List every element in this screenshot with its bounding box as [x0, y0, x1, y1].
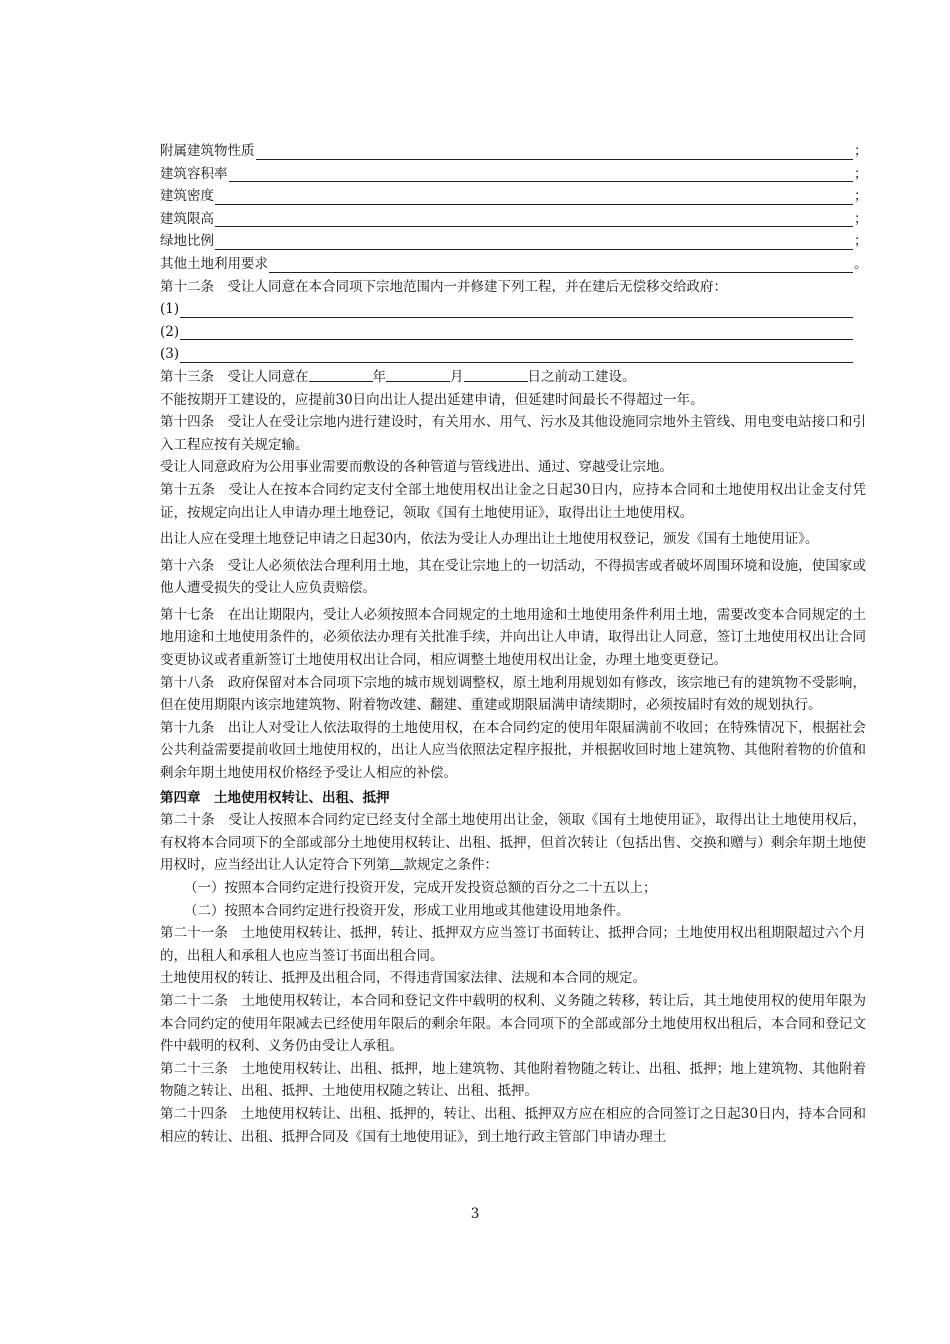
art20-text: 第二十条 受让人按照本合同约定已经支付全部土地使用出让金，领取《国有土地使用证》，取得出让土地使用权后，有权将本合同项下的全部或部分土地使用权转让、出租、抵押，但首次转让（包括出售、交换和赠与）剩余年期土地使用权时，应当经出让人认定符合下列第: [160, 812, 866, 874]
field-end: ；: [854, 165, 868, 182]
field-label: 建筑容积率: [160, 165, 228, 182]
paragraph-law: 土地使用权的转让、抵押及出租合同，不得违背国家法律、法规和本合同的规定。: [160, 970, 646, 987]
field-label: 建筑限高: [160, 210, 214, 227]
field-end: ；: [854, 188, 868, 205]
article-24: 第二十四条 土地使用权转让、出租、抵押的，转让、出租、抵押双方应在相应的合同签订之日起30日内，持本合同和相应的转让、出租、抵押合同及《国有土地使用证》，到土地行政主管部门申请办理土: [160, 1105, 866, 1145]
blank-line: [215, 190, 853, 205]
item-number: (3): [160, 346, 180, 363]
art20-text-end: 款规定之条件：: [403, 857, 498, 874]
page-number: 3: [470, 1206, 480, 1222]
art20-item-1: （一）按照本合同约定进行投资开发，完成开发投资总额的百分之二十五以上；: [184, 880, 657, 896]
day-label: 日之前动工建设。: [527, 368, 636, 385]
page-body: [160, 140, 866, 1148]
blank-line: [180, 348, 853, 363]
blank-line: [180, 303, 853, 318]
fill-line-green-ratio: [160, 230, 866, 253]
field-label: 绿地比例: [160, 233, 214, 250]
art12-item-3: [160, 343, 866, 366]
article-13: [160, 366, 866, 389]
day-blank: [464, 367, 528, 382]
blank-line: [215, 235, 853, 250]
paragraph-delay: 不能按期开工建设的，应提前30日向出让人提出延建申请，但延建时间最长不得超过一年。: [160, 391, 704, 408]
article-18: 第十八条 政府保留对本合同项下宗地的城市规划调整权，原土地利用规划如有修改，该宗地已有的建筑物不受影响，但在使用期限内该宗地建筑物、附着物改建、翻建、重建或期限届满申请续期时，必须按届时有效的规划执行。: [160, 674, 866, 714]
article-15: 第十五条 受让人在按本合同约定支付全部土地使用权出让金之日起30日内，应持本合同和土地使用权出让金支付凭证，按规定向出让人申请办理土地登记，领取《国有土地使用证》，取得出让土地使用权。: [160, 481, 866, 521]
article-12: 第十二条 受让人同意在本合同项下宗地范围内一并修建下列工程，并在建后无偿移交给政府：: [160, 278, 727, 295]
paragraph-register: 出让人应在受理土地登记申请之日起30内，依法为受让人办理出让土地使用权登记，颁发《国有土地使用证》。: [160, 531, 819, 548]
fill-line-other-requirements: [160, 253, 866, 276]
art12-item-1: [160, 298, 866, 321]
chapter-4-heading: 第四章 土地使用权转让、出租、抵押: [160, 789, 390, 806]
article-16: 第十六条 受让人必须依法合理利用土地，其在受让宗地上的一切活动，不得损害或者破坏周围环境和设施，使国家或他人遭受损失的受让人应负责赔偿。: [160, 557, 866, 597]
art20-item-2: （二）按照本合同约定进行投资开发，形成工业用地或其他建设用地条件。: [184, 902, 630, 919]
article-23: 第二十三条 土地使用权转让、出租、抵押，地上建筑物、其他附着物随之转让、出租、抵押；地上建筑物、其他附着物随之转让、出租、抵押、土地使用权随之转让、出租、抵押。: [160, 1060, 866, 1100]
field-label: 其他土地利用要求: [160, 255, 268, 272]
blank-line: [269, 258, 853, 273]
fill-line-height-limit: [160, 208, 866, 231]
month-label: 月: [450, 368, 464, 385]
blank-line: [215, 212, 853, 227]
item-number: (2): [160, 323, 180, 340]
article-22: 第二十二条 土地使用权转让，本合同和登记文件中载明的权利、义务随之转移，转让后，其土地使用权的使用年限为本合同约定的使用年限减去已经使用年限后的剩余年限。本合同项下的全部或部分土地使用权出租后，本合同和登记文件中载明的权利、义务仍由受让人承租。: [160, 992, 866, 1055]
article-14: 第十四条 受让人在受让宗地内进行建设时，有关用水、用气、污水及其他设施同宗地外主管线、用电变电站接口和引入工程应按有关规定输。: [160, 414, 866, 453]
field-end: ；: [854, 143, 868, 159]
fill-line-density: [160, 185, 866, 208]
field-end: ；: [854, 233, 868, 250]
field-end: 。: [854, 255, 868, 272]
field-label: 附属建筑物性质: [160, 143, 255, 159]
article-20: [160, 809, 866, 877]
item-number: (1): [160, 301, 180, 318]
clause-blank: [390, 855, 404, 870]
article-19: 第十九条 出让人对受让人依法取得的土地使用权，在本合同约定的使用年限届满前不收回；在特殊情况下，根据社会公共利益需要提前收回土地使用权的，出让人应当依照法定程序报批，并根据收回时地上建筑物、其他附着物的价值和剩余年期土地使用权价格经予受让人相应的补偿。: [160, 719, 866, 782]
art13-text: 第十三条 受让人同意在: [160, 368, 309, 385]
blank-line: [256, 145, 854, 160]
blank-line: [229, 167, 854, 182]
year-blank: [309, 367, 373, 382]
fill-line-plot-ratio: [160, 163, 866, 186]
fill-line-attached-building: [160, 140, 866, 163]
month-blank: [386, 367, 450, 382]
blank-line: [180, 325, 853, 340]
article-21: 第二十一条 土地使用权转让、抵押，转让、抵押双方应当签订书面转让、抵押合同；土地使用权出租期限超过六个月的，出租人和承租人也应当签订书面出租合同。: [160, 925, 866, 964]
article-17: 第十七条 在出让期限内，受让人必须按照本合同规定的土地用途和土地使用条件利用土地，需要改变本合同规定的土地用途和土地使用条件的，必须依法办理有关批准手续，并向出让人申请，取得出让人同意，签订土地使用权出让合同变更协议或者重新签订土地使用权出让合同，相应调整土地使用权出让金，办理土地变更登记。: [160, 606, 866, 669]
field-label: 建筑密度: [160, 188, 214, 205]
year-label: 年: [372, 368, 386, 385]
field-end: ；: [854, 210, 868, 227]
art12-item-2: [160, 321, 866, 344]
paragraph-pipes: 受让人同意政府为公用事业需要而敷设的各种管道与管线进出、通过、穿越受让宗地。: [160, 459, 673, 476]
